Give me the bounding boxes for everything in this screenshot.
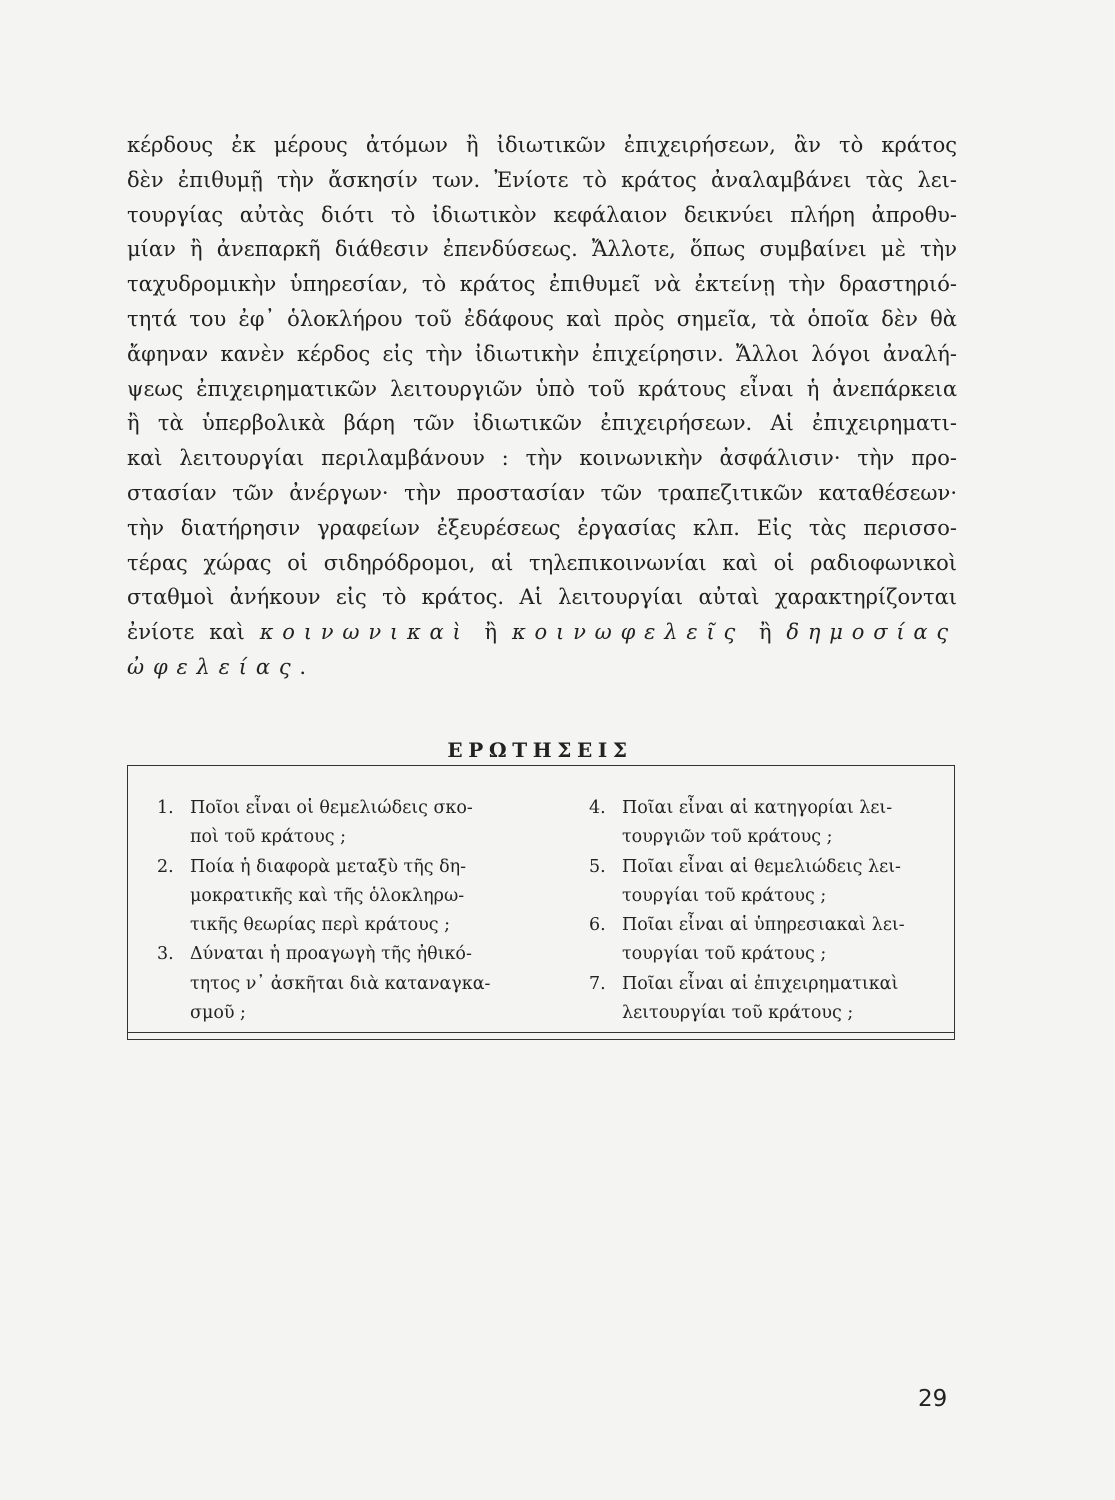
- question-number: 3.: [157, 944, 174, 965]
- questions-title-text: ΕΡΩΤΗΣΕΙΣ: [433, 738, 646, 762]
- question-number: 6.: [589, 915, 606, 936]
- body-line: ταχυδρομικὴν ὑπηρεσίαν, τὸ κράτος ἐπιθυμεῖ νὰ ἐκτείνῃ τὴν δραστηριό-: [127, 272, 957, 297]
- question-text: Ποῖαι εἶναι αἱ ὑπηρεσιακαὶ λει-: [622, 915, 905, 936]
- question-text: τουργίαι τοῦ κράτους ;: [622, 944, 827, 965]
- body-text: [127, 128, 957, 685]
- term-koinofeleis: κοινωφελεῖς: [511, 620, 745, 645]
- question-text: ποὶ τοῦ κράτους ;: [190, 827, 347, 848]
- question-text: Ποῖαι εἶναι αἱ ἐπιχειρηματικαὶ: [622, 973, 899, 994]
- body-line: τητά του ἐφ᾽ ὁλοκλήρου τοῦ ἐδάφους καὶ πρὸς σημεῖα, τὰ ὁποῖα δὲν θὰ: [127, 306, 957, 331]
- question-text: τουργιῶν τοῦ κράτους ;: [622, 827, 833, 848]
- question-number: 4.: [589, 798, 606, 818]
- term-koinonikai: κοινωνικαὶ: [259, 620, 470, 645]
- question-item: [589, 794, 944, 853]
- question-item: [589, 853, 944, 912]
- question-number: 5.: [589, 856, 606, 877]
- question-number: 1.: [157, 798, 174, 818]
- body-line: σταθμοὶ ἀνήκουν εἰς τὸ κράτος. Αἱ λειτουργίαι αὐταὶ χαρακτηρίζονται: [127, 585, 957, 610]
- question-item: [157, 853, 512, 941]
- question-text: Ποία ἡ διαφορὰ μεταξὺ τῆς δη-: [190, 856, 467, 877]
- body-line: τουργίας αὐτὰς διότι τὸ ἰδιωτικὸν κεφάλαιον δεικνύει πλήρη ἀπροθυ-: [127, 202, 957, 227]
- question-text: τουργίαι τοῦ κράτους ;: [622, 885, 827, 906]
- question-text: σμοῦ ;: [190, 1003, 246, 1024]
- body-line: κέρδους ἐκ μέρους ἀτόμων ἢ ἰδιωτικῶν ἐπιχειρήσεων, ἂν τὸ κράτος: [127, 133, 957, 157]
- questions-title: [140, 738, 940, 762]
- term-ofeleias: ὠφελείας: [127, 654, 300, 679]
- question-text: λειτουργίαι τοῦ κράτους ;: [622, 1003, 854, 1024]
- questions-left-column: [157, 794, 512, 1028]
- question-text: Ποῖοι εἶναι οἱ θεμελιώδεις σκο-: [190, 798, 473, 818]
- body-line: τὴν διατήρησιν γραφείων ἐξευρέσεως ἐργασίας κλπ. Εἰς τὰς περισσο-: [127, 515, 957, 540]
- question-text: τικῆς θεωρίας περὶ κράτους ;: [190, 915, 450, 936]
- or-text: ἢ: [758, 620, 772, 645]
- term-dimosias: δημοσίας: [786, 620, 958, 645]
- box-inner-rule: [128, 1032, 954, 1033]
- question-text: Δύναται ἡ προαγωγὴ τῆς ἠθικό-: [190, 944, 472, 965]
- or-text: ἢ: [484, 620, 498, 645]
- question-item: [157, 794, 512, 853]
- question-text: τητος ν᾽ ἀσκῆται διὰ καταναγκα-: [190, 973, 491, 994]
- question-text: μοκρατικῆς καὶ τῆς ὁλοκληρω-: [190, 885, 465, 906]
- body-line-final: [127, 650, 957, 685]
- body-line: στασίαν τῶν ἀνέργων· τὴν προστασίαν τῶν τραπεζιτικῶν καταθέσεων·: [127, 480, 957, 505]
- body-line: καὶ λειτουργίαι περιλαμβάνουν : τὴν κοινωνικὴν ἀσφάλισιν· τὴν προ-: [127, 446, 957, 471]
- question-item: [589, 970, 944, 1029]
- question-number: 7.: [589, 973, 606, 994]
- questions-right-column: [589, 794, 944, 1028]
- question-item: [157, 940, 512, 1028]
- body-line: δὲν ἐπιθυμῇ τὴν ἄσκησίν των. Ἐνίοτε τὸ κράτος ἀναλαμβάνει τὰς λει-: [127, 167, 957, 192]
- body-line: τέρας χώρας οἱ σιδηρόδρομοι, αἱ τηλεπικοινωνίαι καὶ οἱ ραδιοφωνικοὶ: [127, 550, 957, 575]
- body-line: ψεως ἐπιχειρηματικῶν λειτουργιῶν ὑπὸ τοῦ κράτους εἶναι ἡ ἀνεπάρκεια: [127, 376, 957, 401]
- period: .: [299, 654, 307, 679]
- question-text: Ποῖαι εἶναι αἱ θεμελιώδεις λει-: [622, 856, 901, 877]
- body-line: μίαν ἢ ἀνεπαρκῆ διάθεσιν ἐπενδύσεως. Ἄλλοτε, ὅπως συμβαίνει μὲ τὴν: [127, 237, 957, 262]
- body-line: ἄφηναν κανὲν κέρδος εἰς τὴν ἰδιωτικὴν ἐπιχείρησιν. Ἄλλοι λόγοι ἀναλή-: [127, 341, 957, 366]
- question-number: 2.: [157, 856, 174, 877]
- prefix-text: ἐνίοτε καὶ: [127, 620, 245, 645]
- body-line: ἢ τὰ ὑπερβολικὰ βάρη τῶν ἰδιωτικῶν ἐπιχειρήσεων. Αἱ ἐπιχειρηματι-: [127, 411, 957, 436]
- question-item: [589, 911, 944, 970]
- question-text: Ποῖαι εἶναι αἱ κατηγορίαι λει-: [622, 798, 893, 818]
- page-number: 29: [918, 1386, 948, 1412]
- body-line-emphasis: [127, 615, 957, 650]
